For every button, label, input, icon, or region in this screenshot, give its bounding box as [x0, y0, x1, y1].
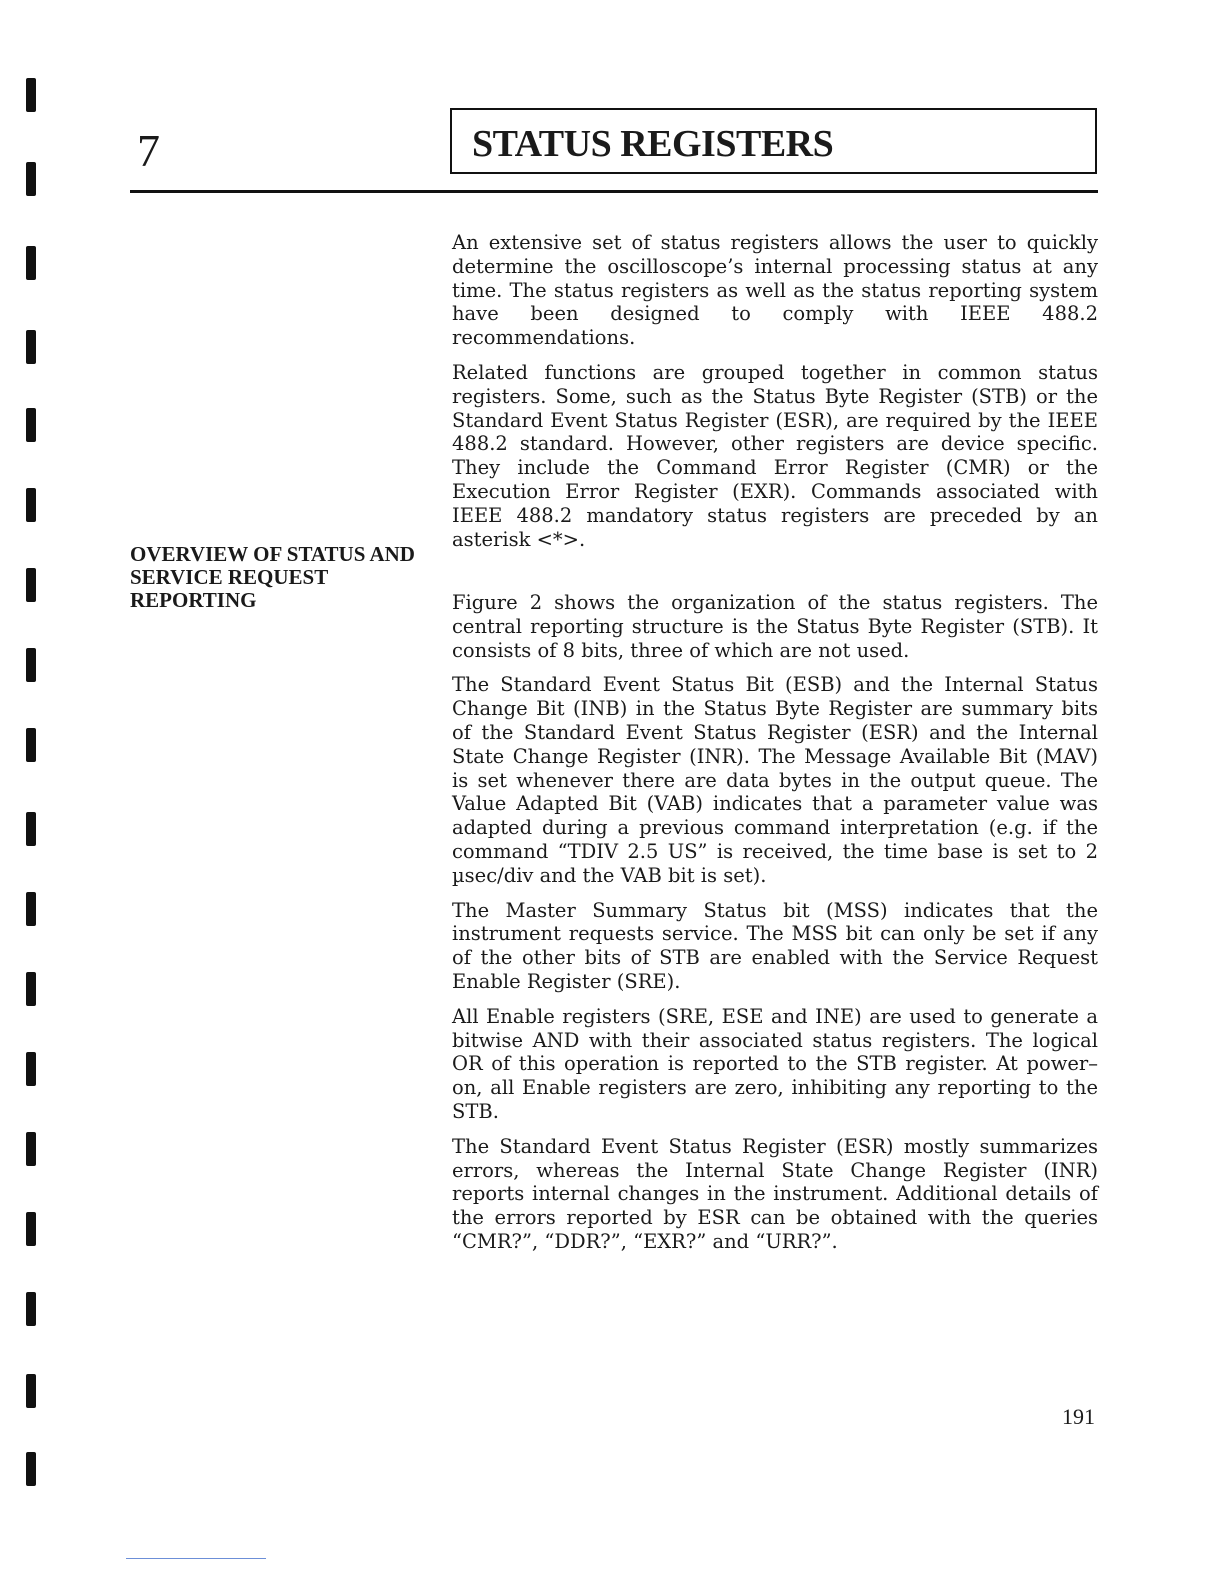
binder-mark	[26, 1452, 36, 1486]
binder-mark	[26, 488, 36, 522]
chapter-number: 7	[137, 125, 160, 176]
binder-mark	[26, 78, 36, 112]
binder-mark	[26, 330, 36, 364]
binder-mark	[26, 1292, 36, 1326]
section-paragraph: Figure 2 shows the organization of the status registers. The central reporting structure is the Status Byte Register (STB). It consists of 8 bits, three of which are not used.	[452, 591, 1098, 662]
binder-mark	[26, 812, 36, 846]
binder-mark	[26, 246, 36, 280]
binder-mark	[26, 1212, 36, 1246]
intro-paragraph: An extensive set of status registers allows the user to quickly determine the oscilloscope’s internal processing status at any time. The status registers as well as the status reporting system have been designed to comply with IEEE 488.2 recommendations.	[452, 231, 1098, 350]
section-paragraph: All Enable registers (SRE, ESE and INE) are used to generate a bitwise AND with their associated status registers. The logical OR of this operation is reported to the STB register. At power–on, all Enable registers are zero, inhibiting any reporting to the STB.	[452, 1004, 1098, 1123]
binder-mark	[26, 1052, 36, 1086]
binder-marks	[26, 0, 44, 1584]
binder-mark	[26, 568, 36, 602]
header-rule	[130, 190, 1098, 193]
intro-paragraph: Related functions are grouped together in common status registers. Some, such as the Status Byte Register (STB) or the Standard Event Status Register (ESR), are required by the IEEE 488.2 standard. However, other registers are device specific. They include the Command Error Register (CMR) or the Execution Error Register (EXR). Commands associated with IEEE 488.2 mandatory status registers are preceded by an asterisk <*>.	[452, 360, 1098, 551]
binder-mark	[26, 648, 36, 682]
section-paragraph: The Standard Event Status Register (ESR) mostly summarizes errors, whereas the Internal State Change Register (INR) reports internal changes in the instrument. Additional details of the errors reported by ESR can be obtained with the queries “CMR?”, “DDR?”, “EXR?” and “URR?”.	[452, 1134, 1098, 1253]
chapter-title-box	[450, 108, 1097, 174]
binder-mark	[26, 1374, 36, 1408]
chapter-title: STATUS REGISTERS	[472, 123, 834, 165]
page-number: 191	[1062, 1404, 1095, 1429]
binder-mark	[26, 728, 36, 762]
binder-mark	[26, 892, 36, 926]
section-paragraph: The Master Summary Status bit (MSS) indicates that the instrument requests service. The MSS bit can only be set if any of the other bits of STB are enabled with the Service Request Enable Register (SRE).	[452, 898, 1098, 993]
section-body	[452, 591, 1098, 1265]
footer-line	[126, 1558, 266, 1559]
section-paragraph: The Standard Event Status Bit (ESB) and the Internal Status Change Bit (INB) in the Status Byte Register are summary bits of the Standard Event Status Register (ESR) and the Internal State Change Register (INR). The Message Available Bit (MAV) is set whenever there are data bytes in the output queue. The Value Adapted Bit (VAB) indicates that a parameter value was adapted during a previous command interpretation (e.g. if the command “TDIV 2.5 US” is received, the time base is set to 2 µsec/div and the VAB bit is set).	[452, 673, 1098, 887]
intro-text	[452, 231, 1098, 562]
section-heading: OVERVIEW OF STATUS AND SERVICE REQUEST REPORTING	[130, 542, 415, 612]
binder-mark	[26, 1132, 36, 1166]
binder-mark	[26, 162, 36, 196]
binder-mark	[26, 972, 36, 1006]
binder-mark	[26, 408, 36, 442]
